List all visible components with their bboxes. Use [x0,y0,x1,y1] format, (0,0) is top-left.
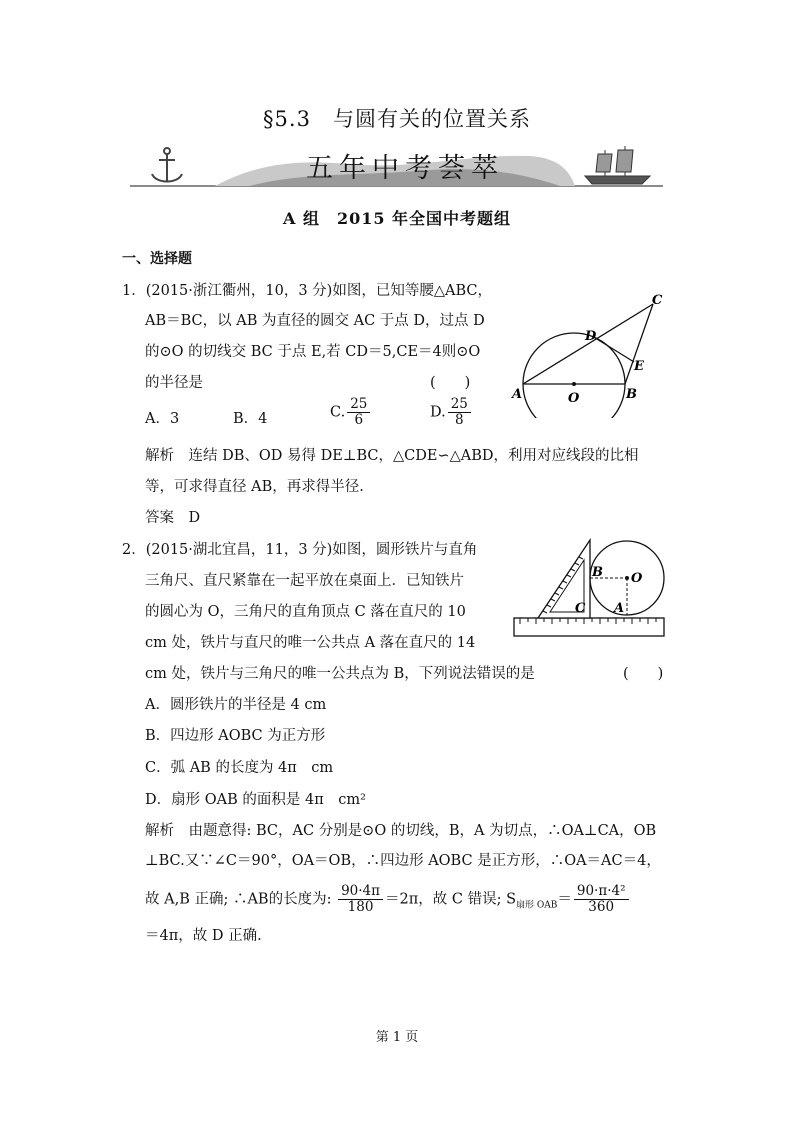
fraction-numerator: 90·π·4² [574,884,629,900]
q2-option-b: B．四边形 AOBC 为正方形 [145,728,326,744]
q1-line-3: 的⊙O 的切线交 BC 于点 E,若 CD＝5,CE＝4则⊙O [145,344,481,360]
anchor-icon [152,148,182,182]
q1-line-2: AB＝BC，以 AB 为直径的圆交 AC 于点 D，过点 D [145,313,485,329]
q2-explanation-line-2: ⊥BC.又∵∠C＝90°，OA＝OB，∴四边形 AOBC 是正方形，∴OA＝AC＝4， [145,853,661,869]
fraction-denominator: 360 [588,899,615,915]
fraction-numerator: 25 [448,397,471,413]
section-heading: 一、选择题 [122,251,192,267]
page-number: 第 1 页 [375,1030,419,1045]
label-a: A [512,387,523,402]
fraction-denominator: 6 [354,412,364,428]
q1-option-d [430,397,473,428]
page-title: §5.3 与圆有关的位置关系 [263,107,531,131]
q2-option-d: D．扇形 OAB 的面积是 4π cm² [145,792,366,808]
label-c: C [652,293,663,308]
label-o: O [631,571,643,586]
q2-arc-fraction [338,884,383,915]
label-a: A [614,601,625,616]
label-o: O [568,391,580,406]
q2-line-3: 的圆心为 O，三角尺的直角顶点 C 落在直尺的 10 [145,604,466,620]
q1-explanation-line-1: 解析 连结 DB、OD 易得 DE⊥BC，△CDE∽△ABD，利用对应线段的比相 [145,448,639,464]
q1-option-d-fraction [448,397,471,428]
fraction-denominator: 8 [455,412,464,428]
fraction-numerator: 25 [347,397,370,413]
q1-answer: 答案 D [145,510,201,526]
q2-explanation-line-4: ＝4π，故 D 正确. [145,928,262,944]
q2-option-a: A．圆形铁片的半径是 4 cm [145,697,327,713]
label-b: B [592,565,603,580]
q2-exp3-prefix: 故 A,B 正确; ∴AB的长度为: [145,891,332,908]
q2-figure [510,536,670,642]
q1-option-d-label: D. [430,404,446,421]
q1-line-1: 1．(2015·浙江衢州，10，3 分)如图，已知等腰△ABC， [122,283,492,299]
q2-explanation-line-3 [145,884,631,915]
q2-line-5: cm 处，铁片与三角尺的唯一公共点为 B，下列说法错误的是 [145,666,535,682]
q1-option-c [330,397,372,428]
banner-text: 五年中考荟萃 [306,153,504,184]
section-banner [130,142,663,190]
q2-exp3-equals: ＝ [557,891,572,908]
label-d: D [585,329,597,344]
fraction-denominator: 180 [347,899,374,915]
label-e: E [634,359,644,374]
group-title: A 组 2015 年全国中考题组 [282,209,512,228]
q2-area-fraction [574,884,629,915]
q1-option-b: B．4 [233,411,268,427]
q2-sector-subscript: 扇形 OAB [516,900,558,911]
q1-option-c-fraction [347,397,370,428]
q1-explanation-line-2: 等，可求得直径 AB，再求得半径. [145,479,364,495]
q1-option-c-label: C. [330,404,346,421]
q1-option-a: A．3 [145,411,180,427]
fraction-numerator: 90·4π [338,884,383,900]
q1-line-4: 的半径是 [145,375,203,391]
q1-figure [510,288,680,418]
q2-exp3-middle: ＝2π，故 C 错误; S [385,891,517,908]
label-c: C [575,601,586,616]
ship-icon [585,146,650,184]
q2-line-2: 三角尺、直尺紧靠在一起平放在桌面上．已知铁片 [145,573,464,589]
q2-line-1: 2．(2015·湖北宜昌，11，3 分)如图，圆形铁片与直角 [122,542,478,558]
q2-line-4: cm 处，铁片与直尺的唯一公共点 A 落在直尺的 14 [145,635,476,651]
label-b: B [626,387,637,402]
q2-option-c: C．弧 AB 的长度为 4π cm [145,760,334,776]
q1-answer-paren: ( ) [430,375,471,391]
q2-answer-paren: ( ) [623,666,664,682]
q2-explanation-line-1: 解析 由题意得: BC，AC 分别是⊙O 的切线，B，A 为切点，∴OA⊥CA，OB [145,823,657,839]
